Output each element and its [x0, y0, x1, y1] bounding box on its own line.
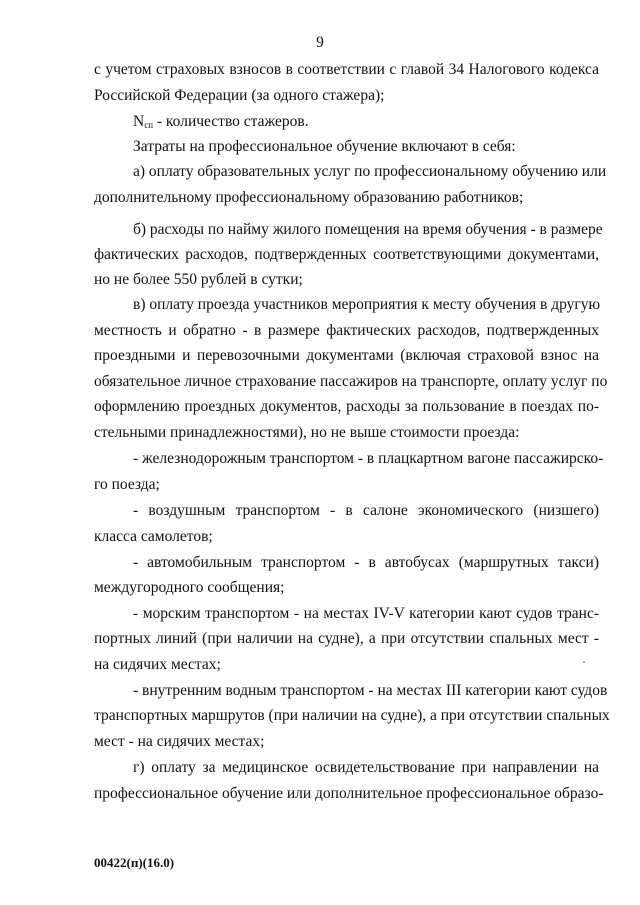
symbol-n: N	[133, 113, 145, 130]
text-line-17: го поезда;	[94, 476, 160, 493]
text-line-10: в) оплату проезда участников мероприятия к месту обучения в другую	[133, 296, 601, 313]
text-line-21: междугородного сообщения;	[94, 579, 285, 596]
text-line-4: Затраты на профессиональное обучение включают в себя:	[133, 138, 516, 155]
text-line-19: класса самолетов;	[94, 528, 213, 545]
text-line-3	[133, 112, 309, 132]
text-line-13: обязательное личное страхование пассажиров на транспорте, оплату услуг по	[94, 373, 608, 390]
text-line-12: проездными и перевозочными документами (включая страховой взнос на	[94, 347, 599, 364]
document-code: 00422(п)(16.0)	[94, 855, 175, 870]
text-line-28: г) оплату за медицинское освидетельствование при направлении на	[133, 759, 599, 776]
text-line-29: профессиональное обучение или дополнительное профессиональное образо-	[94, 785, 604, 802]
text-line-27: мест - на сидячих местах;	[94, 733, 265, 750]
text-line-1: с учетом страховых взносов в соответствии с главой 34 Налогового кодекса	[94, 61, 599, 78]
text-line-7: б) расходы по найму жилого помещения на время обучения - в размере	[133, 221, 603, 238]
page-number: 9	[316, 34, 324, 51]
text-line-16: - железнодорожным транспортом - в плацкартном вагоне пассажирско-	[133, 450, 604, 467]
text-line-6: дополнительному профессиональному образованию работников;	[94, 189, 524, 206]
text-line-23: портных линий (при наличии на судне), а при отсутствии спальных мест -	[94, 630, 599, 647]
text-line-18: - воздушным транспортом - в салоне экономического (низшего)	[133, 502, 599, 519]
text-line-26: транспортных маршрутов (при наличии на судне), а при отсутствии спальных	[94, 707, 610, 724]
text-line-9: но не более 550 рублей в сутки;	[94, 271, 303, 288]
text-line-15: стельными принадлежностями), но не выше стоимости проезда:	[94, 424, 520, 441]
symbol-definition: - количество стажеров.	[153, 113, 309, 130]
text-line-14: оформлению проездных документов, расходы за пользование в поездах по-	[94, 398, 599, 415]
scan-speck	[583, 661, 585, 663]
text-line-24: на сидячих местах;	[94, 656, 221, 673]
text-line-5: а) оплату образовательных услуг по профессиональному обучению или	[133, 163, 607, 180]
text-line-8: фактических расходов, подтвержденных соответствующими документами,	[94, 246, 599, 263]
text-line-22: - морским транспортом - на местах IV-V категории кают судов транс-	[133, 605, 599, 622]
symbol-subscript: сп	[144, 120, 154, 130]
text-line-11: местность и обратно - в размере фактических расходов, подтвержденных	[94, 322, 599, 339]
text-line-20: - автомобильным транспортом - в автобусах (маршрутных такси)	[133, 554, 599, 571]
text-line-2: Российской Федерации (за одного стажера);	[94, 87, 385, 104]
text-line-25: - внутренним водным транспортом - на местах III категории кают судов	[133, 682, 608, 699]
